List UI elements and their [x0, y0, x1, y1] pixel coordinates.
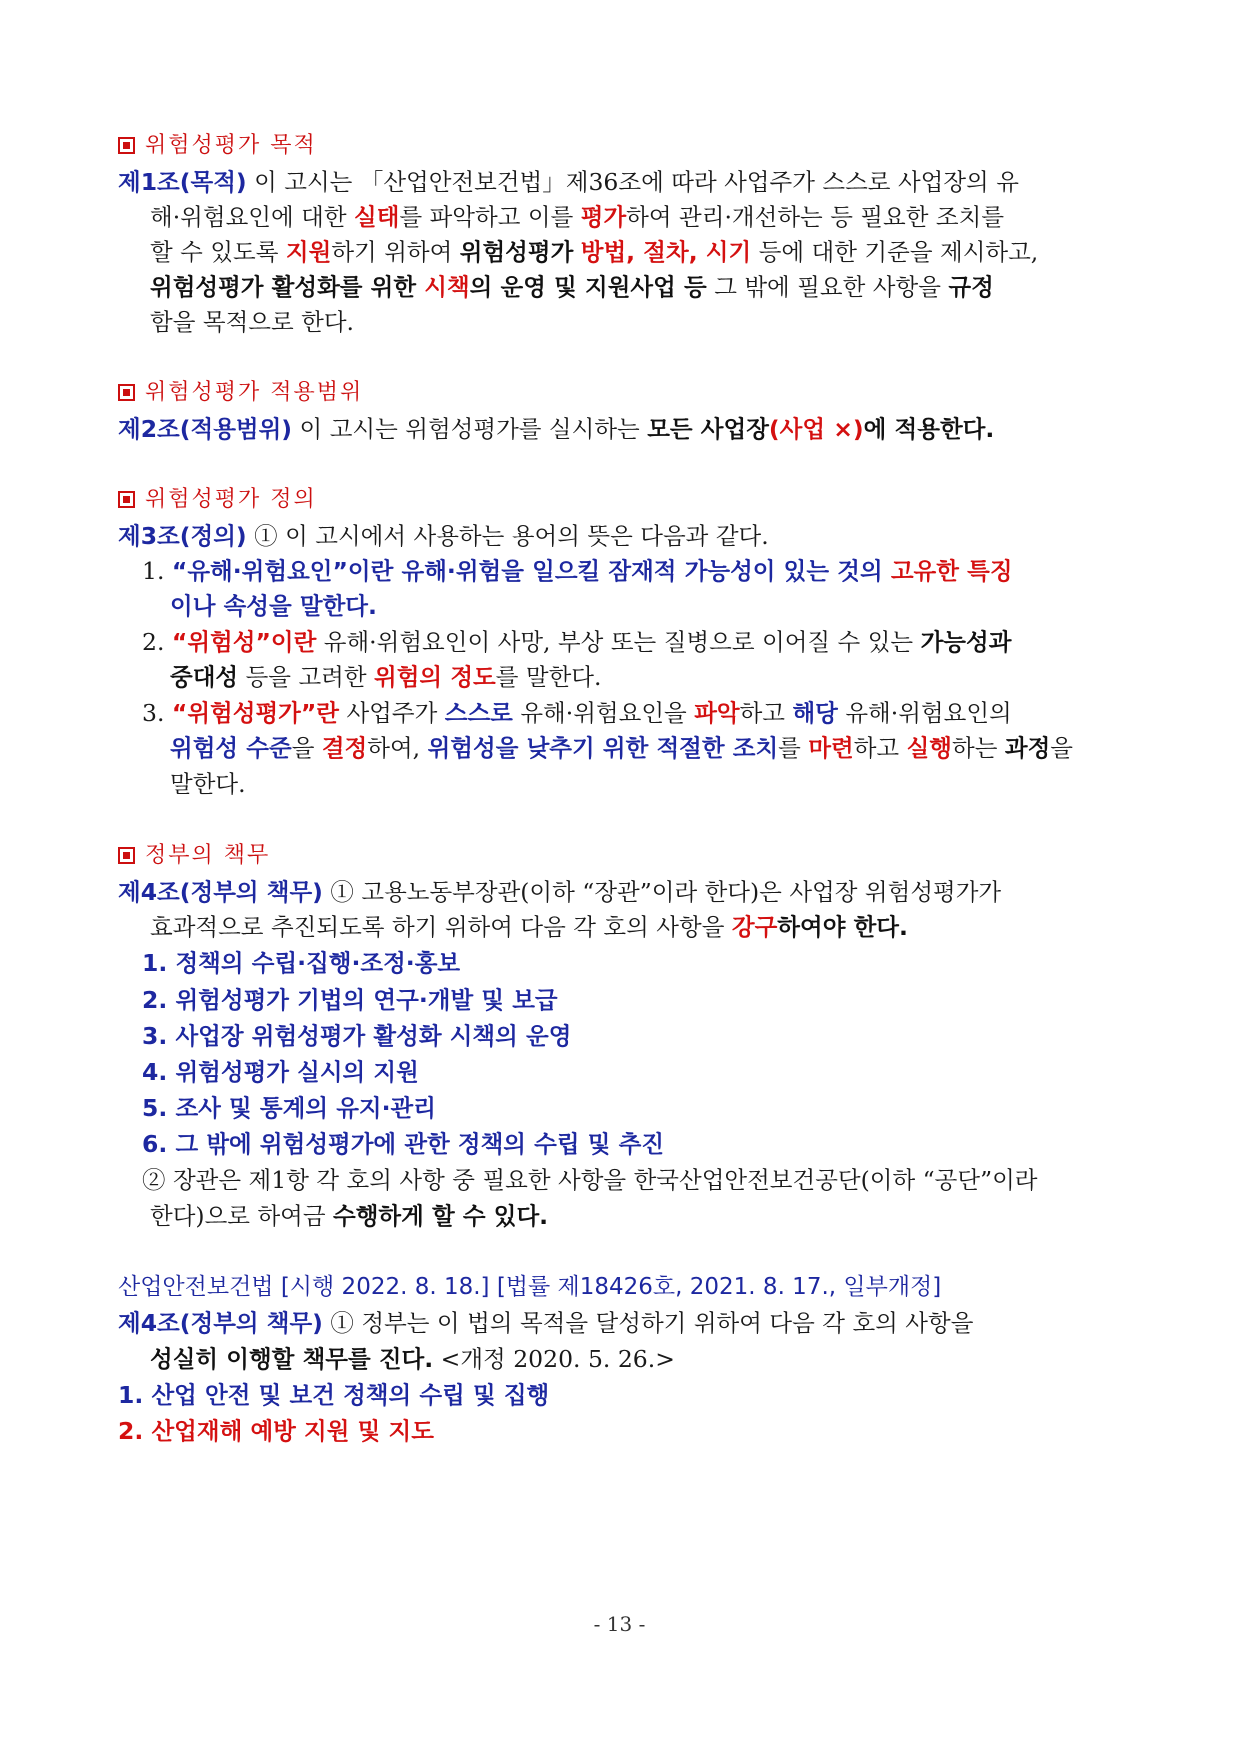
law-item-1: 1. 산업 안전 및 보건 정책의 수립 및 집행 — [118, 1381, 550, 1409]
duty-item-6: 6. 그 밖에 위험성평가에 관한 정책의 수립 및 추진 — [142, 1130, 665, 1158]
duty-item-5: 5. 조사 및 통계의 유지·관리 — [142, 1094, 436, 1122]
square-bullet-icon — [118, 847, 135, 864]
law-title: 산업안전보건법 [시행 2022. 8. 18.] [법률 제18426호, 2021. 8. 17., 일부개정] — [118, 1274, 942, 1300]
section-heading-government-duty: 정부의 책무 — [118, 836, 1239, 876]
definition-1-line-2: 이나 속성을 말한다. — [170, 592, 377, 620]
article-1-line-2: 해·위험요인에 대한 실태를 파악하고 이를 평가하여 관리·개선하는 등 필요한 조치를 — [150, 203, 1005, 231]
article-1-line-5: 함을 목적으로 한다. — [150, 308, 355, 336]
definition-2-line-2: 중대성 등을 고려한 위험의 정도를 말한다. — [170, 663, 602, 691]
law-article-4-line-1: 제4조(정부의 책무) ① 정부는 이 법의 목적을 달성하기 위하여 다음 각 호의 사항을 — [118, 1309, 974, 1337]
section-heading-purpose: 위험성평가 목적 — [118, 126, 1239, 166]
square-bullet-icon — [118, 384, 135, 401]
article-label: 제4조(정부의 책무) — [118, 878, 323, 906]
article-1-line-3: 할 수 있도록 지원하기 위하여 위험성평가 방법, 절차, 시기 등에 대한 기준을 제시하고, — [150, 238, 1039, 266]
article-label: 제2조(적용범위) — [118, 415, 293, 443]
article-4-line-1: 제4조(정부의 책무) ① 고용노동부장관(이하 “장관”이라 한다)은 사업장 위험성평가가 — [118, 878, 1002, 906]
article-2-line-1: 제2조(적용범위) 이 고시는 위험성평가를 실시하는 모든 사업장(사업 ×)에 적용한다. — [118, 415, 995, 443]
duty-item-4: 4. 위험성평가 실시의 지원 — [142, 1058, 419, 1086]
definition-3-line-3: 말한다. — [170, 770, 246, 798]
article-1-line-1: 제1조(목적) 이 고시는 「산업안전보건법」제36조에 따라 사업주가 스스로 사업장의 유 — [118, 168, 1019, 196]
article-3-intro: 제3조(정의) ① 이 고시에서 사용하는 용어의 뜻은 다음과 같다. — [118, 522, 769, 550]
definition-3-line-1: 3. “위험성평가”란 사업주가 스스로 유해·위험요인을 파악하고 해당 유해·위험요인의 — [142, 699, 1012, 727]
section-heading-definition: 위험성평가 정의 — [118, 480, 1239, 520]
article-4-paragraph-2-line-2: 한다)으로 하여금 수행하게 할 수 있다. — [150, 1202, 549, 1230]
article-label: 제1조(목적) — [118, 168, 247, 196]
definition-1-line-1: 1. “유해·위험요인”이란 유해·위험을 일으킬 잠재적 가능성이 있는 것의 고유한 특징 — [142, 557, 1013, 585]
article-1-line-4: 위험성평가 활성화를 위한 시책의 운영 및 지원사업 등 그 밖에 필요한 사항을 규정 — [150, 273, 994, 301]
definition-3-line-2: 위험성 수준을 결정하여, 위험성을 낮추기 위한 적절한 조치를 마련하고 실행하는 과정을 — [170, 734, 1073, 762]
duty-item-1: 1. 정책의 수립·집행·조정·홍보 — [142, 949, 461, 977]
law-item-2: 2. 산업재해 예방 지원 및 지도 — [118, 1417, 434, 1445]
square-bullet-icon — [118, 491, 135, 508]
article-4-paragraph-2-line-1: ② 장관은 제1항 각 호의 사항 중 필요한 사항을 한국산업안전보건공단(이하 “공단”이라 — [142, 1166, 1038, 1194]
page-number: - 13 - — [593, 1612, 646, 1636]
article-4-line-2: 효과적으로 추진되도록 하기 위하여 다음 각 호의 사항을 강구하여야 한다. — [150, 913, 908, 941]
duty-item-3: 3. 사업장 위험성평가 활성화 시책의 운영 — [142, 1022, 572, 1050]
duty-item-2: 2. 위험성평가 기법의 연구·개발 및 보급 — [142, 986, 558, 1014]
article-label: 제3조(정의) — [118, 522, 247, 550]
law-article-4-line-2: 성실히 이행할 책무를 진다. <개정 2020. 5. 26.> — [150, 1345, 675, 1373]
square-bullet-icon — [118, 137, 135, 154]
article-label: 제4조(정부의 책무) — [118, 1309, 323, 1337]
definition-2-line-1: 2. “위험성”이란 유해·위험요인이 사망, 부상 또는 질병으로 이어질 수 있는 가능성과 — [142, 628, 1012, 656]
section-heading-scope: 위험성평가 적용범위 — [118, 373, 1239, 413]
